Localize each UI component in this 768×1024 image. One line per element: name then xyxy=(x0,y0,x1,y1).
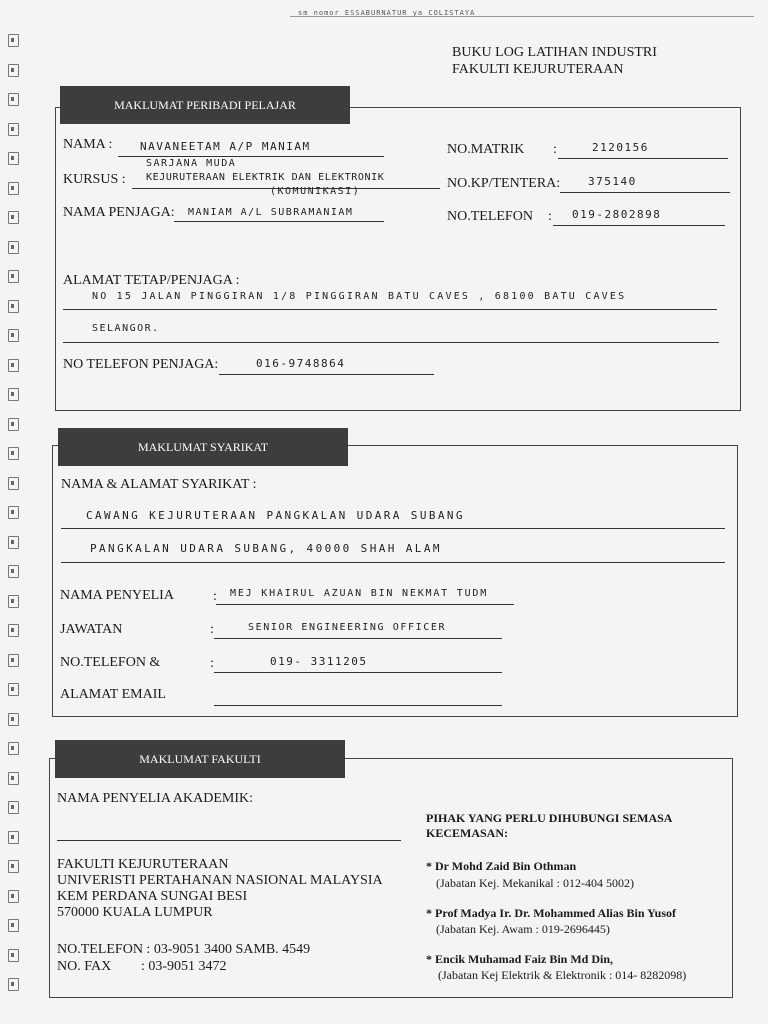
emergency-contact-dept: (Jabatan Kej Elektrik & Elektronik : 014- 8282098) xyxy=(438,968,687,982)
penyelia-akademik-line xyxy=(57,840,401,841)
matrik-label: NO.MATRIK xyxy=(447,142,525,157)
binding-hole xyxy=(8,182,19,195)
company-rule-2 xyxy=(61,562,725,563)
alamat-label: ALAMAT TETAP/PENJAGA : xyxy=(63,273,240,288)
binding-hole xyxy=(8,919,19,932)
binding-hole xyxy=(8,890,19,903)
binding-hole xyxy=(8,801,19,814)
binding-hole xyxy=(8,860,19,873)
penyelia-akademik-label: NAMA PENYELIA AKADEMIK: xyxy=(57,791,253,806)
emergency-title-line-1: PIHAK YANG PERLU DIHUBUNGI SEMASA xyxy=(426,811,673,825)
binding-hole xyxy=(8,506,19,519)
alamat-line-1: NO 15 JALAN PINGGIRAN 1/8 PINGGIRAN BATU CAVES , 68100 BATU CAVES xyxy=(92,291,627,302)
binding-hole xyxy=(8,713,19,726)
alamat-rule-2 xyxy=(63,342,719,343)
faculty-address xyxy=(57,857,383,921)
nama-penyelia-value: MEJ KHAIRUL AZUAN BIN NEKMAT TUDM xyxy=(230,588,489,599)
binding-hole xyxy=(8,329,19,342)
emergency-contact-name: * Dr Mohd Zaid Bin Othman xyxy=(426,859,577,873)
faculty-fax-label: NO. FAX xyxy=(57,959,112,974)
tel-penjaga-label: NO TELEFON PENJAGA: xyxy=(63,357,219,372)
emergency-contact-name: * Encik Muhamad Faiz Bin Md Din, xyxy=(426,952,614,966)
binding-hole xyxy=(8,949,19,962)
binding-hole xyxy=(8,742,19,755)
jawatan-line xyxy=(214,638,502,639)
penjaga-line xyxy=(174,221,384,222)
penjaga-label: NAMA PENJAGA: xyxy=(63,205,175,220)
faculty-fax-value: : 03-9051 3472 xyxy=(141,959,227,974)
emergency-contact-dept: (Jabatan Kej. Awam : 019-2696445) xyxy=(436,922,610,936)
company-info-banner: MAKLUMAT SYARIKAT xyxy=(58,428,348,466)
document-header xyxy=(452,44,657,78)
nama-line xyxy=(118,156,384,157)
binding-hole xyxy=(8,772,19,785)
header-line-2: FAKULTI KEJURUTERAAN xyxy=(452,62,624,77)
binding-hole xyxy=(8,152,19,165)
company-telefon-label: NO.TELEFON & xyxy=(60,655,161,670)
kursus-value-bottom: (KOMUNIKASI) xyxy=(270,186,361,197)
binding-hole xyxy=(8,123,19,136)
company-telefon-colon: : xyxy=(210,656,214,671)
emergency-title-line-2: KECEMASAN: xyxy=(426,826,509,840)
alamat-rule-1 xyxy=(63,309,717,310)
top-rule xyxy=(290,16,754,17)
binding-hole xyxy=(8,34,19,47)
faculty-info-banner: MAKLUMAT FAKULTI xyxy=(55,740,345,778)
penyelia-colon: : xyxy=(213,589,217,604)
binding-hole xyxy=(8,978,19,991)
penjaga-value: MANIAM A/L SUBRAMANIAM xyxy=(188,207,354,218)
header-line-1: BUKU LOG LATIHAN INDUSTRI xyxy=(452,45,657,60)
email-label: ALAMAT EMAIL xyxy=(60,687,166,702)
binding-hole xyxy=(8,595,19,608)
faculty-address-line: UNIVERISTI PERTAHANAN NASIONAL MALAYSIA xyxy=(57,873,383,888)
binding-hole xyxy=(8,624,19,637)
matrik-line xyxy=(558,158,728,159)
telefon-value: 019-2802898 xyxy=(572,208,662,221)
kursus-value: KEJURUTERAAN ELEKTRIK DAN ELEKTRONIK xyxy=(146,172,385,183)
faculty-address-line: FAKULTI KEJURUTERAAN xyxy=(57,857,229,872)
binding-hole xyxy=(8,418,19,431)
tel-penjaga-line xyxy=(219,374,434,375)
matrik-colon: : xyxy=(553,142,557,157)
kursus-value-top: SARJANA MUDA xyxy=(146,158,237,169)
binding-hole xyxy=(8,300,19,313)
binding-hole xyxy=(8,211,19,224)
binding-hole xyxy=(8,359,19,372)
kursus-label: KURSUS : xyxy=(63,172,126,187)
telefon-label: NO.TELEFON xyxy=(447,209,533,224)
kp-line xyxy=(560,192,730,193)
kp-label: NO.KP/TENTERA: xyxy=(447,176,561,191)
faculty-address-line: KEM PERDANA SUNGAI BESI xyxy=(57,889,248,904)
penyelia-line xyxy=(216,604,514,605)
company-rule-1 xyxy=(61,528,725,529)
telefon-line xyxy=(553,225,725,226)
binding-hole xyxy=(8,64,19,77)
jawatan-colon: : xyxy=(210,622,214,637)
emergency-contact-dept: (Jabatan Kej. Mekanikal : 012-404 5002) xyxy=(436,876,634,890)
company-telefon-value: 019- 3311205 xyxy=(270,655,368,668)
binding-hole xyxy=(8,477,19,490)
email-line xyxy=(214,705,502,706)
company-address-line-1: CAWANG KEJURUTERAAN PANGKALAN UDARA SUBANG xyxy=(86,509,465,522)
nama-penyelia-label: NAMA PENYELIA xyxy=(60,588,174,603)
binding-hole xyxy=(8,565,19,578)
binding-hole xyxy=(8,388,19,401)
nama-alamat-syarikat-label: NAMA & ALAMAT SYARIKAT : xyxy=(61,477,257,492)
company-telefon-line xyxy=(214,672,502,673)
matrik-value: 2120156 xyxy=(592,141,649,154)
telefon-colon: : xyxy=(548,209,552,224)
emergency-contact-name: * Prof Madya Ir. Dr. Mohammed Alias Bin Yusof xyxy=(426,906,677,920)
binding-hole xyxy=(8,241,19,254)
alamat-line-2: SELANGOR. xyxy=(92,323,160,334)
jawatan-label: JAWATAN xyxy=(60,622,123,637)
kursus-line xyxy=(132,188,440,189)
personal-info-banner: MAKLUMAT PERIBADI PELAJAR xyxy=(60,86,350,124)
binding-hole xyxy=(8,831,19,844)
kp-value: 375140 xyxy=(588,175,637,188)
binding-hole xyxy=(8,654,19,667)
binding-hole xyxy=(8,270,19,283)
top-handwritten-note: sm nomor ESSABURNATUR ya COLISTAYA xyxy=(298,9,476,17)
binding-hole xyxy=(8,447,19,460)
nama-value: NAVANEETAM A/P MANIAM xyxy=(140,140,311,153)
binding-hole xyxy=(8,536,19,549)
binding-hole xyxy=(8,683,19,696)
faculty-telefon: NO.TELEFON : 03-9051 3400 SAMB. 4549 xyxy=(57,942,311,957)
tel-penjaga-value: 016-9748864 xyxy=(256,357,346,370)
jawatan-value: SENIOR ENGINEERING OFFICER xyxy=(248,622,447,633)
company-address-line-2: PANGKALAN UDARA SUBANG, 40000 SHAH ALAM xyxy=(90,542,442,555)
faculty-address-line: 570000 KUALA LUMPUR xyxy=(57,905,213,920)
binding-hole xyxy=(8,93,19,106)
nama-label: NAMA : xyxy=(63,137,113,152)
